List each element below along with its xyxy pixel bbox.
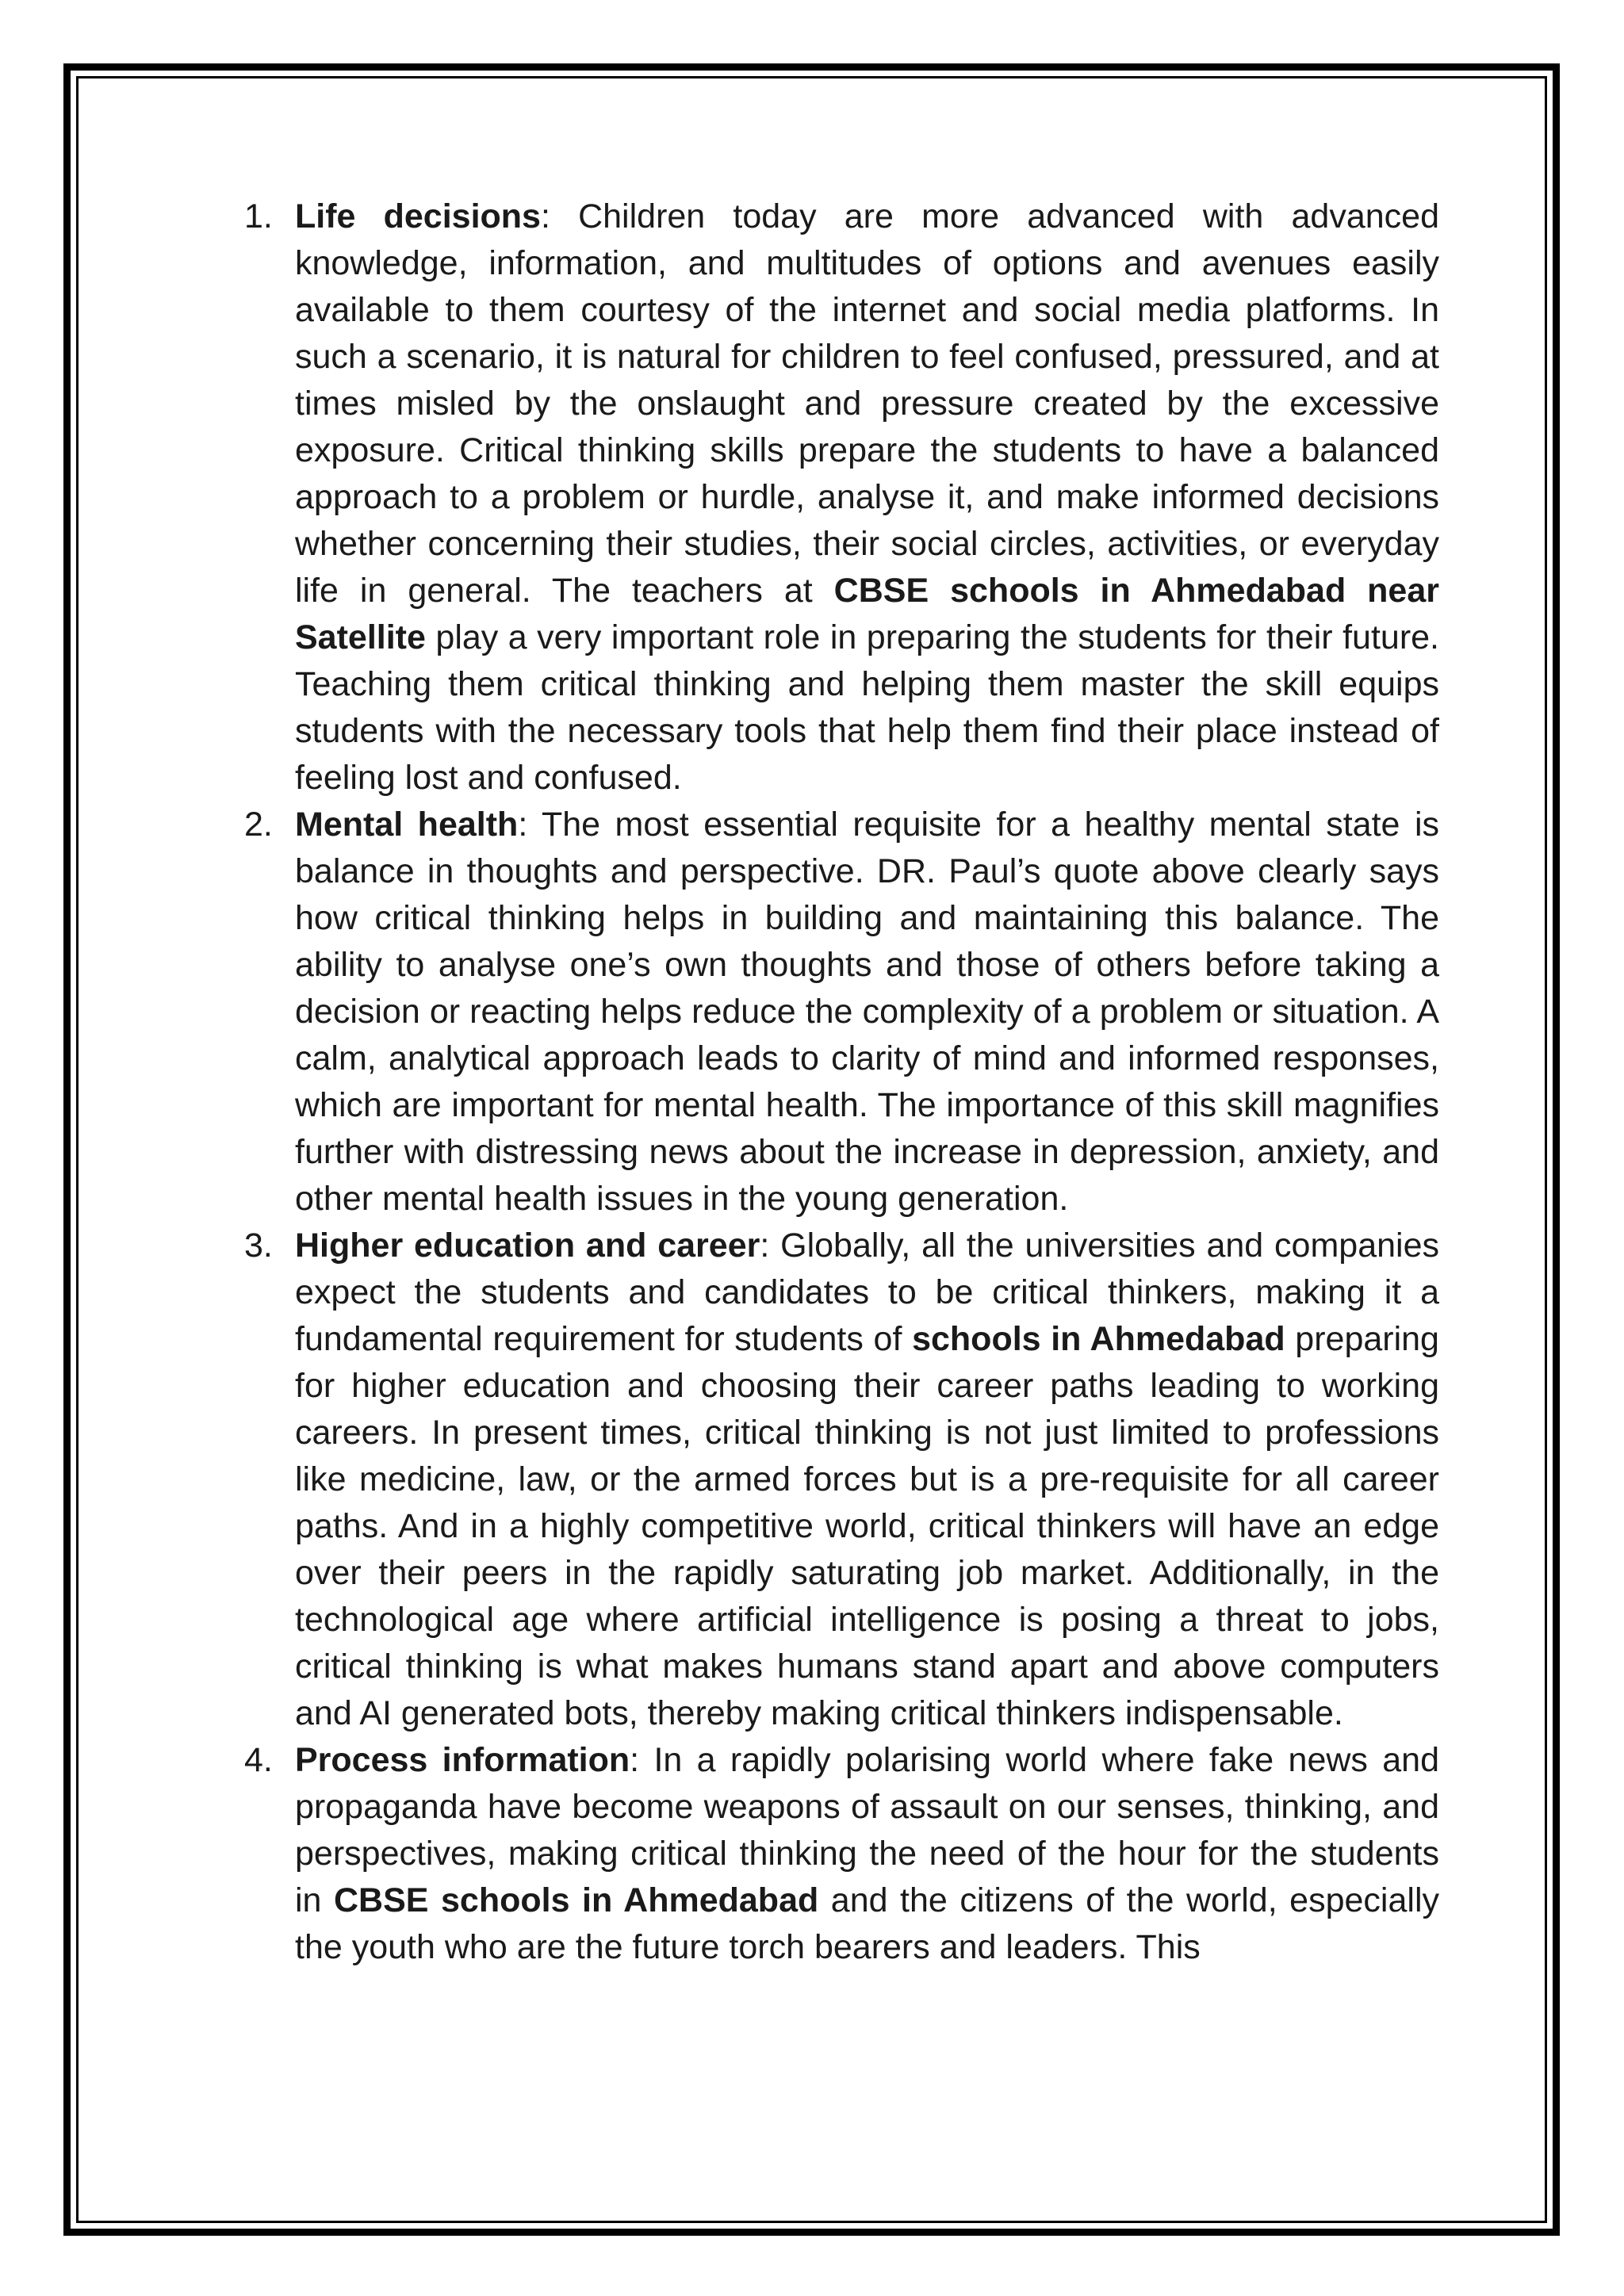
item-number: 1. [244,197,273,235]
item-number: 4. [244,1741,273,1779]
item-text: : The most essential requisite for a healthy mental state is balance in thoughts and perspective. DR. Paul’s quote above clearly says how critical thinking helps in building and maintaining this balance. The ability to analyse one’s own thoughts and those of others before taking a decision or reacting helps reduce the complexity of a problem or situation. A calm, analytical approach leads to clarity of mind and informed responses, which are important for mental health. The importance of this skill magnifies further with distressing news about the increase in depression, anxiety, and other mental health issues in the young generation. [295,806,1440,1218]
item-text-cont: preparing for higher education and choosing their career paths leading to working careers. In present times, critical thinking is not just limited to professions like medicine, law, or the armed forces but is a pre-requisite for all career paths. And in a highly competitive world, critical thinkers will have an edge over their peers in the rapidly saturating job market. Additionally, in the technological age where artificial intelligence is posing a threat to jobs, critical thinking is what makes humans stand apart and above computers and AI generated bots, thereby making critical thinkers indispensable. [295,1320,1439,1732]
list-item-life-decisions [238,193,1439,802]
document-body [238,193,1439,1971]
item-text: : Children today are more advanced with advanced knowledge, information, and multitudes of options and avenues easily available to them courtesy of the internet and social media platforms. In such a scenario, it is natural for children to feel confused, pressured, and at times misled by the onslaught and pressure created by the excessive exposure. Critical thinking skills prepare the students to have a balanced approach to a problem or hurdle, analyse it, and make informed decisions whether concerning their studies, their social circles, activities, or everyday life in general. The teachers at [295,197,1439,610]
list-item-higher-education [238,1223,1439,1737]
keyword-link: schools in Ahmedabad [912,1320,1285,1358]
keyword-link: CBSE schools in Ahmedabad [334,1881,819,1919]
list-item-mental-health [238,802,1439,1223]
numbered-list [238,193,1439,1971]
item-title: Higher education and career [295,1226,760,1265]
item-title: Life decisions [295,197,541,235]
item-title: Mental health [295,806,519,844]
item-number: 3. [244,1226,273,1265]
list-item-process-information [238,1737,1439,1971]
item-text-cont: play a very important role in preparing the students for their future. Teaching them critical thinking and helping them master the skill equips students with the necessary tools that help them find their place instead of feeling lost and confused. [295,618,1439,797]
item-title: Process information [295,1741,630,1779]
item-text: : Globally, all the universities and companies expect the students and candidates to be critical thinkers, making it a fundamental requirement for students of [295,1226,1439,1358]
item-text: : In a rapidly polarising world where fake news and propaganda have become weapons of assault on our senses, thinking, and perspectives, making critical thinking the need of the hour for the students in [295,1741,1439,1919]
item-number: 2. [244,806,273,844]
keyword-link: CBSE schools in Ahmedabad near Satellite [295,572,1439,656]
item-text-cont: and the citizens of the world, especially the youth who are the future torch bearers and leaders. This [295,1881,1439,1966]
